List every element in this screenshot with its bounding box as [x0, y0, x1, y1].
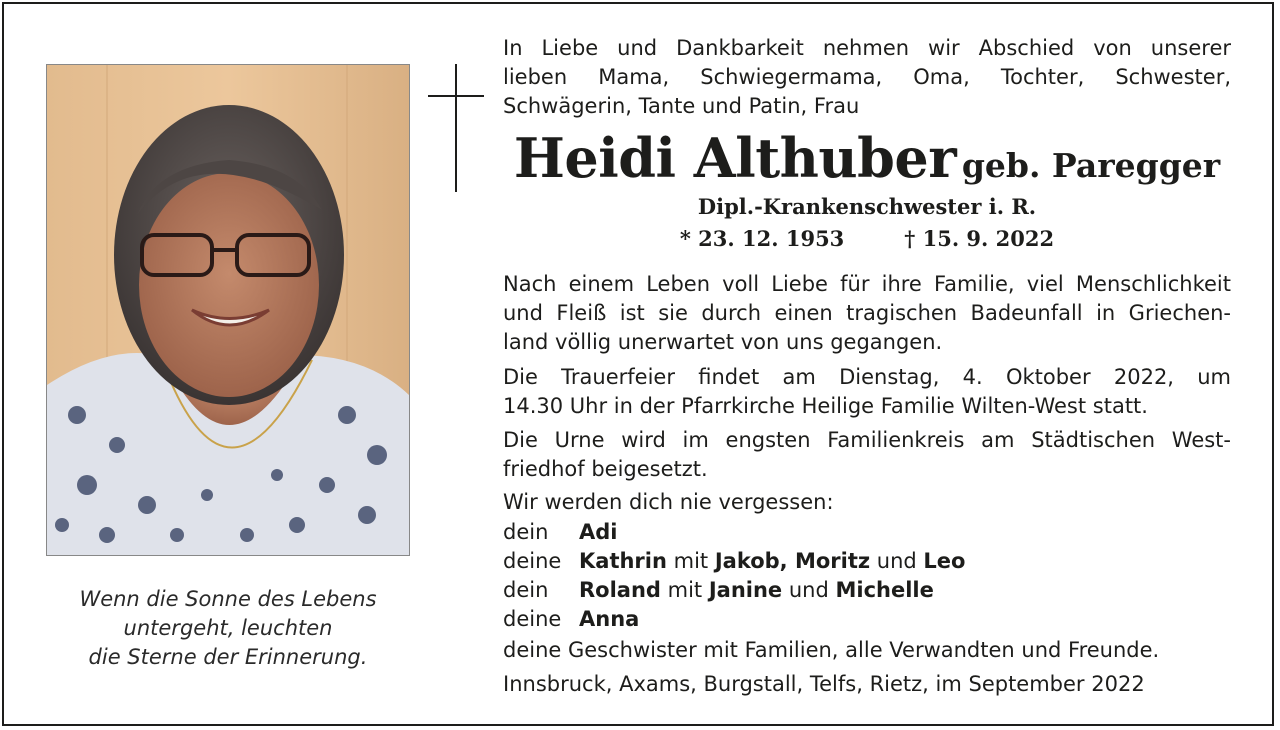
quote-line: untergeht, leuchten [123, 616, 333, 640]
paragraph-life [503, 270, 1231, 357]
relation: dein [503, 578, 549, 602]
intro-line: lieben Mama, Schwiegermama, Oma, Tochter, Schwester, [503, 65, 1231, 89]
intro-text [503, 34, 1231, 121]
paragraph-line: Die Trauerfeier findet am Dienstag, 4. Oktober 2022, um [503, 365, 1231, 389]
family-name: Michelle [835, 578, 934, 602]
birth-name: geb. Paregger [961, 146, 1221, 185]
connector: mit [660, 578, 709, 602]
connector: und [782, 578, 836, 602]
family-name: Roland [579, 578, 661, 602]
portrait-photo [46, 64, 410, 556]
closing-line: deine Geschwister mit Familien, alle Verwandten und Freunde. [503, 638, 1160, 662]
relation: deine [503, 549, 562, 573]
memorial-quote [46, 585, 410, 672]
quote-line: die Sterne der Erinnerung. [88, 645, 368, 669]
paragraph-line: und Fleiß ist sie durch einen tragischen Badeunfall in Griechen- [503, 301, 1231, 325]
family-row [503, 547, 965, 576]
full-name: Heidi Althuber [513, 126, 957, 190]
family-name: Janine [708, 578, 783, 602]
profession-title: Dipl.-Krankenschwester i. R. [697, 194, 1037, 219]
family-name: Kathrin [579, 549, 667, 573]
family-name: Jakob, Moritz [714, 549, 871, 573]
cross-icon [428, 64, 484, 192]
family-row [503, 518, 965, 547]
paragraph-line: friedhof beigesetzt. [503, 457, 708, 481]
paragraph-line: Wir werden dich nie vergessen: [503, 490, 834, 514]
quote-line: Wenn die Sonne des Lebens [79, 587, 377, 611]
paragraph-line: 14.30 Uhr in der Pfarrkirche Heilige Familie Wilten-West statt. [503, 394, 1148, 418]
family-row [503, 576, 965, 605]
connector: und [870, 549, 924, 573]
paragraph-funeral [503, 363, 1231, 421]
deceased-name [503, 126, 1231, 190]
family-list [503, 518, 965, 634]
paragraph-never-forget [503, 488, 1231, 517]
connector: mit [666, 549, 715, 573]
family-name: Anna [579, 607, 640, 631]
paragraph-urn [503, 426, 1231, 484]
family-row [503, 605, 965, 634]
paragraph-line: land völlig unerwartet von uns gegangen. [503, 330, 943, 354]
intro-line: Schwägerin, Tante und Patin, Frau [503, 94, 860, 118]
death-date: † 15. 9. 2022 [904, 226, 1055, 251]
place-date-line: Innsbruck, Axams, Burgstall, Telfs, Rietz, im September 2022 [503, 672, 1145, 696]
life-dates [503, 226, 1231, 251]
family-name: Adi [579, 520, 618, 544]
relation: dein [503, 520, 549, 544]
paragraph-line: Nach einem Leben voll Liebe für ihre Familie, viel Menschlichkeit [503, 272, 1231, 296]
family-name: Leo [923, 549, 966, 573]
birth-date: * 23. 12. 1953 [679, 226, 845, 251]
paragraph-line: Die Urne wird im engsten Familienkreis am Städtischen West- [503, 428, 1231, 452]
relation: deine [503, 607, 562, 631]
intro-line: In Liebe und Dankbarkeit nehmen wir Abschied von unserer [503, 36, 1231, 60]
